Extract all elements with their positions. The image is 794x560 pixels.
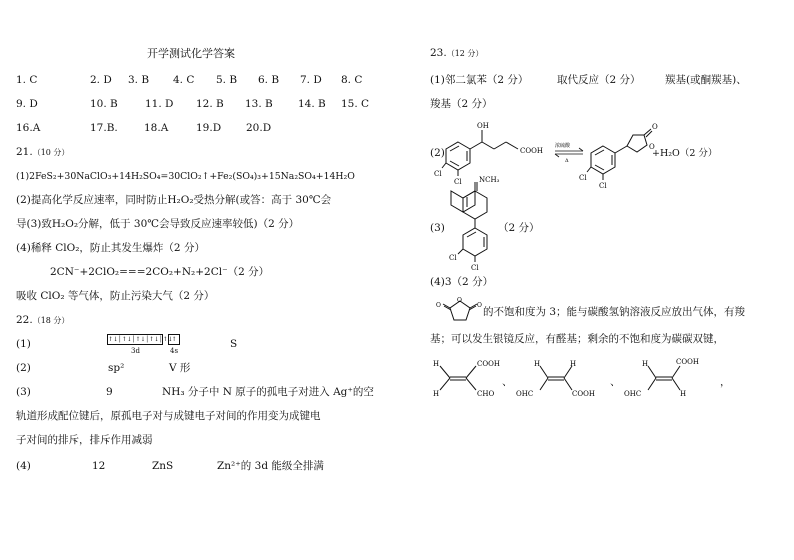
mc-item: 4. C — [173, 74, 195, 86]
q21-part1: (1)2FeS₂+30NaClO₃+14H₂SO₄=30ClO₂↑+Fe₂(SO₄)₃+15Na₂SO₄+14H₂O — [16, 171, 355, 182]
q23-part1-d: 羧基（2 分） — [430, 98, 493, 110]
q22-part3-text-1: NH₃ 分子中 N 原子的孤电子对进入 Ag⁺的空 — [162, 386, 374, 398]
label-cl: Cl — [449, 254, 457, 262]
orbital-4s-box: ↑ — [168, 334, 180, 345]
label-cl: Cl — [454, 178, 462, 186]
mc-item: 14. B — [298, 98, 326, 110]
q21-part4: (4)稀释 ClO₂，防止其发生爆炸（2 分） — [16, 242, 205, 254]
q22-part4-num: 12 — [92, 460, 106, 472]
q21-equation: 2CN⁻+2ClO₂===2CO₂+N₂+2Cl⁻（2 分） — [50, 266, 270, 278]
orbital-3d-label: 3d — [131, 347, 140, 355]
label-h: H — [433, 360, 440, 368]
q22-part2-label: (2) — [16, 362, 31, 374]
label-h: H — [642, 360, 649, 368]
label-o: O — [436, 302, 441, 309]
label-o: O — [652, 123, 658, 131]
label-cooh: COOH — [477, 360, 500, 368]
mc-item: 13. B — [245, 98, 273, 110]
q22-part4-label: (4) — [16, 460, 31, 472]
q21-heading: 21.（10 分） — [16, 146, 70, 158]
label-ohc: OHC — [624, 390, 642, 398]
q23-part2-label: (2) — [430, 147, 445, 159]
label-oh: OH — [477, 122, 489, 130]
q23-part4-desc-1: 的不饱和度为 3；能与碳酸氢钠溶液反应放出气体，有羧 — [483, 306, 746, 318]
isomer-1 — [428, 354, 508, 404]
label-ohc: OHC — [516, 390, 534, 398]
q22-shape: V 形 — [169, 362, 191, 374]
q23-part1-c: 羰基(或酮羰基)、 — [665, 74, 747, 86]
isomer-3 — [620, 354, 720, 404]
label-cho: CHO — [477, 390, 495, 398]
anhydride-structure — [436, 296, 484, 328]
label-cl: Cl — [599, 182, 607, 190]
q22-part4-formula: ZnS — [152, 460, 174, 472]
mc-item: 18.A — [144, 122, 169, 134]
mc-item: 17.B. — [90, 122, 118, 134]
q22-heading: 22.（18 分） — [16, 314, 70, 326]
q22-part1-answer: S — [230, 338, 238, 350]
label-cl: Cl — [579, 174, 587, 182]
label-nch3: NCH₃ — [479, 176, 500, 184]
isomer-2 — [512, 354, 612, 404]
reagent-label: 浓硫酸 — [555, 143, 571, 149]
separator: ， — [720, 376, 731, 388]
orbital-4s-label: 4s — [170, 347, 179, 355]
mc-item: 7. D — [300, 74, 322, 86]
mc-item: 9. D — [16, 98, 38, 110]
label-h: H — [433, 390, 440, 398]
orbital-3d-boxes: ↑↓│↑↓│↑↓│↑↓│↑↓ — [108, 336, 173, 343]
q23-part4-desc-2: 基；可以发生银镜反应，有醛基；剩余的不饱和度为碳碳双键， — [430, 333, 724, 345]
mc-item: 5. B — [216, 74, 238, 86]
q23-part1-b: 取代反应（2 分） — [557, 74, 641, 86]
q22-hybridization: sp² — [108, 362, 125, 374]
label-cl: Cl — [471, 264, 479, 272]
separator: 、 — [610, 376, 621, 388]
q23-part1-a: (1)邻二氯苯（2 分） — [430, 74, 529, 86]
mc-item: 2. D — [90, 74, 112, 86]
q23-part4: (4)3（2 分） — [430, 276, 494, 288]
q23-part3-label: (3) — [430, 222, 445, 234]
q22-part3-text-2: 轨道形成配位键后，原孤电子对与成键电子对间的作用变为成键电 — [16, 410, 321, 422]
mc-item: 1. C — [16, 74, 38, 86]
mc-item: 19.D — [196, 122, 222, 134]
q22-part3-label: (3) — [16, 386, 31, 398]
mc-item: 3. B — [128, 74, 150, 86]
q22-part4-reason: Zn²⁺的 3d 能级全排满 — [217, 460, 324, 472]
mc-item: 10. B — [90, 98, 118, 110]
label-h: H — [534, 360, 541, 368]
page-title: 开学测试化学答案 — [147, 47, 235, 60]
label-cl: Cl — [434, 170, 442, 178]
mc-item: 20.D — [246, 122, 272, 134]
mc-item: 6. B — [258, 74, 280, 86]
mc-item: 15. C — [341, 98, 370, 110]
label-cooh: COOH — [676, 358, 699, 366]
q21-part2-line2: 导(3)致H₂O₂分解，低于 30℃会导致反应速率较低)（2 分） — [16, 218, 300, 230]
q23-part3-points: （2 分） — [498, 222, 540, 234]
q22-part1-label: (1) — [16, 338, 31, 350]
mc-item: 8. C — [341, 74, 363, 86]
label-cooh: COOH — [520, 147, 543, 155]
separator: 、 — [502, 376, 513, 388]
mc-item: 12. B — [196, 98, 224, 110]
q23-part2-water: +H₂O（2 分） — [652, 148, 718, 159]
mc-item: 16.A — [16, 122, 41, 134]
label-o: O — [457, 297, 462, 304]
label-h: H — [570, 360, 577, 368]
q22-part3-text-3: 子对间的排斥，排斥作用减弱 — [16, 434, 153, 446]
label-h: H — [680, 390, 687, 398]
q23-heading: 23.（12 分） — [430, 47, 484, 59]
q21-absorb: 吸收 ClO₂ 等气体，防止污染大气（2 分） — [16, 290, 215, 302]
label-o: O — [477, 302, 482, 309]
condition-label: Δ — [565, 158, 569, 164]
label-cooh: COOH — [572, 390, 595, 398]
label-o: O — [649, 143, 655, 151]
lactone-ring — [627, 135, 647, 152]
mc-item: 11. D — [145, 98, 174, 110]
q21-part2-line1: (2)提高化学反应速率，同时防止H₂O₂受热分解(或答：高于 30℃会 — [16, 194, 332, 206]
q22-part3-num: 9 — [106, 386, 113, 398]
